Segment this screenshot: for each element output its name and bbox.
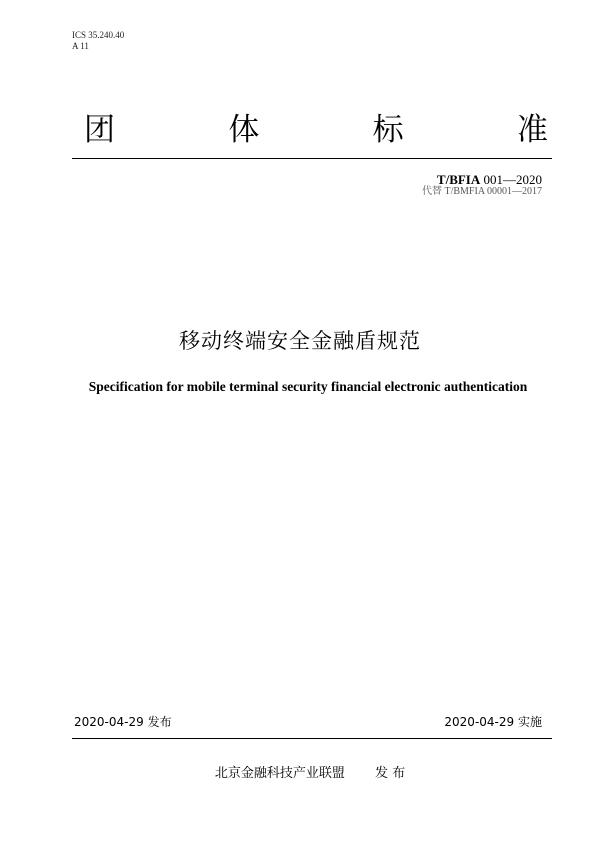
- document-title-english: Specification for mobile terminal security financial electronic authentication: [88, 379, 528, 394]
- implementation-date: [444, 714, 542, 730]
- publish-label: 发 布: [374, 766, 406, 781]
- replaces-standard: 代替 T/BMFIA 00001—2017: [421, 186, 542, 197]
- heading-char-4: 准: [516, 112, 548, 148]
- standard-number: [437, 172, 542, 187]
- top-divider: [72, 158, 552, 159]
- document-title-chinese: 移动终端安全金融盾规范: [179, 329, 421, 353]
- issue-date-value: 2020-04-29: [74, 715, 144, 729]
- publisher: [0, 766, 600, 782]
- implementation-date-value: 2020-04-29: [444, 715, 515, 729]
- implementation-date-label: 实施: [517, 715, 542, 729]
- heading-char-3: 标: [372, 112, 404, 148]
- standard-prefix: T/BFIA: [436, 172, 481, 187]
- heading-char-2: 体: [228, 112, 260, 148]
- classification-codes: [72, 30, 124, 52]
- issue-date-label: 发布: [147, 715, 172, 729]
- ics-code: ICS 35.240.40: [72, 30, 125, 40]
- ccs-code: A 11: [72, 41, 89, 51]
- heading-char-1: 团: [84, 112, 115, 148]
- issue-date: [74, 714, 172, 730]
- bottom-divider: [72, 738, 552, 739]
- standard-type-heading: [84, 112, 548, 148]
- standard-code: 001—2020: [483, 172, 542, 187]
- publisher-name: 北京金融科技产业联盟: [214, 766, 345, 781]
